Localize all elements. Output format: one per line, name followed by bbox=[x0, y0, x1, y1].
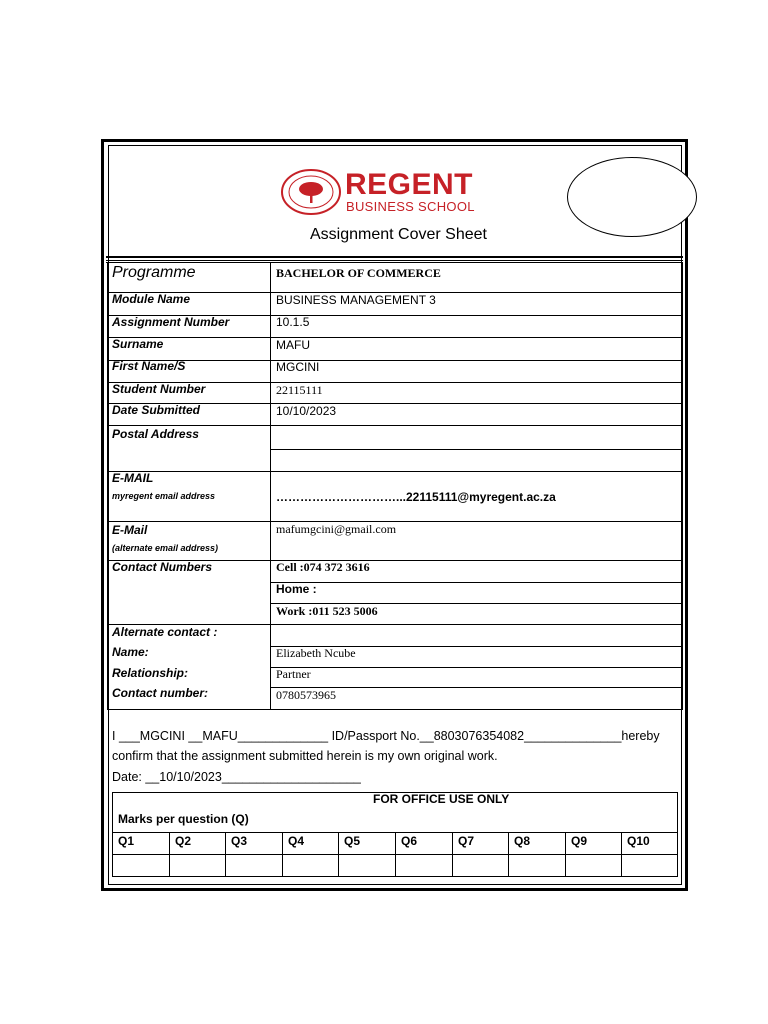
alt-contact-label: Alternate contact : bbox=[112, 625, 218, 639]
postal-label: Postal Address bbox=[112, 427, 199, 441]
row-line bbox=[107, 425, 682, 426]
question-header-q6: Q6 bbox=[401, 834, 418, 848]
module-label: Module Name bbox=[112, 292, 191, 306]
marks-label: Marks per question (Q) bbox=[118, 812, 249, 826]
marks-column-divider bbox=[225, 832, 226, 876]
brand-name: REGENT bbox=[345, 168, 474, 201]
table-bottom bbox=[107, 709, 682, 710]
table-middle bbox=[270, 262, 271, 710]
relationship-value: Partner bbox=[276, 667, 311, 681]
cell-value: Cell :074 372 3616 bbox=[276, 560, 370, 574]
table-left bbox=[107, 262, 108, 710]
surname-value: MAFU bbox=[276, 338, 310, 352]
row-line bbox=[270, 582, 682, 583]
question-header-q9: Q9 bbox=[571, 834, 588, 848]
assignment-value: 10.1.5 bbox=[276, 315, 310, 329]
question-header-q1: Q1 bbox=[118, 834, 135, 848]
table-right bbox=[682, 262, 683, 710]
programme-value: BACHELOR OF COMMERCE bbox=[276, 266, 441, 280]
question-header-q10: Q10 bbox=[627, 834, 650, 848]
declaration-line-2: confirm that the assignment submitted herein is my own original work. bbox=[112, 749, 498, 763]
header-divider bbox=[106, 256, 683, 258]
surname-label: Surname bbox=[112, 337, 164, 351]
row-line bbox=[107, 471, 682, 472]
office-use-title: FOR OFFICE USE ONLY bbox=[373, 792, 510, 806]
marks-column-divider bbox=[395, 832, 396, 876]
date-value: 10/10/2023 bbox=[276, 404, 337, 418]
firstname-label: First Name/S bbox=[112, 359, 186, 373]
contact-label: Contact Numbers bbox=[112, 560, 213, 574]
firstname-value: MGCINI bbox=[276, 360, 320, 374]
question-header-q4: Q4 bbox=[288, 834, 305, 848]
declaration-line-1: I ___MGCINI __MAFU_____________ ID/Passport No.__8803076354082______________hereby bbox=[112, 729, 660, 743]
assignment-label: Assignment Number bbox=[112, 315, 230, 329]
row-line bbox=[107, 337, 682, 338]
page-title: Assignment Cover Sheet bbox=[310, 226, 487, 243]
photo-oval bbox=[567, 157, 697, 237]
row-line bbox=[270, 449, 682, 450]
row-line bbox=[270, 667, 682, 668]
alt-number-value: 0780573965 bbox=[276, 688, 336, 702]
marks-column-divider bbox=[565, 832, 566, 876]
brand-subtitle: BUSINESS SCHOOL bbox=[346, 199, 475, 214]
marks-column-divider bbox=[508, 832, 509, 876]
date-label: Date Submitted bbox=[112, 403, 201, 417]
email-value: …………………………...22115111@myregent.ac.za bbox=[276, 490, 556, 504]
question-header-q2: Q2 bbox=[175, 834, 192, 848]
row-line bbox=[107, 360, 682, 361]
regent-logo-icon bbox=[281, 169, 341, 215]
marks-column-divider bbox=[338, 832, 339, 876]
alt-number-label: Contact number: bbox=[112, 686, 208, 700]
programme-label: Programme bbox=[112, 264, 196, 281]
table-top bbox=[106, 262, 683, 263]
marks-column-divider bbox=[169, 832, 170, 876]
question-header-q8: Q8 bbox=[514, 834, 531, 848]
header-divider-2 bbox=[106, 260, 683, 261]
alt-name-value: Elizabeth Ncube bbox=[276, 646, 356, 660]
question-header-q7: Q7 bbox=[458, 834, 475, 848]
alt-name-label: Name: bbox=[112, 645, 149, 659]
declaration-line-3: Date: __10/10/2023____________________ bbox=[112, 770, 361, 784]
relationship-label: Relationship: bbox=[112, 666, 189, 680]
question-header-q5: Q5 bbox=[344, 834, 361, 848]
alt-email-label: E-Mail bbox=[112, 523, 148, 537]
question-header-q3: Q3 bbox=[231, 834, 248, 848]
alt-email-value: mafumgcini@gmail.com bbox=[276, 522, 397, 536]
marks-column-divider bbox=[621, 832, 622, 876]
marks-column-divider bbox=[282, 832, 283, 876]
student-number-label: Student Number bbox=[112, 382, 206, 396]
home-value: Home : bbox=[276, 582, 317, 596]
alt-email-sublabel: (alternate email address) bbox=[112, 543, 219, 553]
email-label: E-MAIL bbox=[112, 471, 154, 485]
email-sublabel: myregent email address bbox=[112, 491, 216, 501]
marks-column-divider bbox=[452, 832, 453, 876]
module-value: BUSINESS MANAGEMENT 3 bbox=[276, 293, 436, 307]
student-number-value: 22115111 bbox=[276, 383, 323, 397]
work-value: Work :011 523 5006 bbox=[276, 604, 378, 618]
